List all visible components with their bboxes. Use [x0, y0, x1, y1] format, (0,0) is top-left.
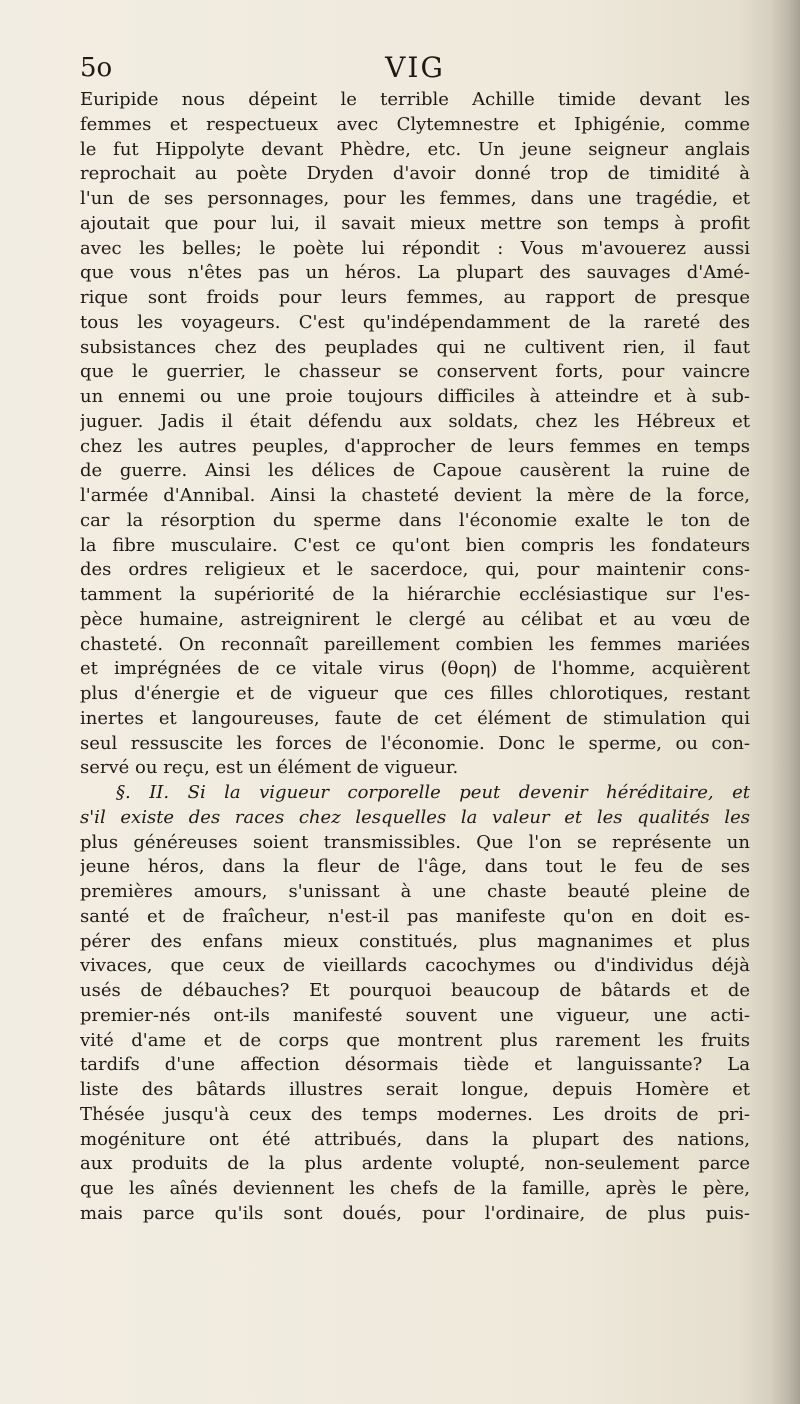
text-line: mais parce qu'ils sont doués, pour l'ordinaire, de plus puis- — [80, 1202, 750, 1224]
text-line: jeune héros, dans la fleur de l'âge, dans tout le feu de ses — [80, 856, 750, 878]
text-line: inertes et langoureuses, faute de cet élément de stimulation qui — [80, 707, 750, 729]
text-line: chasteté. On reconnaît pareillement combien les femmes mariées — [80, 633, 750, 655]
body-text — [80, 88, 750, 1227]
text-line: tardifs d'une affection désormais tiède et languissante? La — [80, 1054, 750, 1076]
text-line: vivaces, que ceux de vieillards cacochymes ou d'individus déjà — [80, 955, 750, 977]
page-header — [80, 52, 750, 84]
text-line: et imprégnées de ce vitale virus (θορη) de l'homme, acquièrent — [80, 658, 750, 680]
text-line: le fut Hippolyte devant Phèdre, etc. Un jeune seigneur anglais — [80, 138, 750, 160]
text-line: tamment la supériorité de la hiérarchie ecclésiastique sur l'es- — [80, 584, 750, 605]
text-line: de guerre. Ainsi les délices de Capoue causèrent la ruine de — [80, 460, 750, 482]
text-line: plus d'énergie et de vigueur que ces filles chlorotiques, restant — [80, 683, 750, 704]
text-line: mogéniture ont été attribués, dans la plupart des nations, — [80, 1128, 750, 1150]
text-line: liste des bâtards illustres serait longue, depuis Homère et — [80, 1079, 750, 1100]
section-heading-line: s'il existe des races chez lesquelles la valeur et les qualités les — [80, 806, 750, 828]
text-line: la fibre musculaire. C'est ce qu'ont bien compris les fondateurs — [80, 534, 750, 556]
text-line: pèce humaine, astreignirent le clergé au célibat et au vœu de — [80, 608, 750, 630]
text-line: premier-nés ont-ils manifesté souvent une vigueur, une acti- — [80, 1004, 750, 1026]
text-line: chez les autres peuples, d'approcher de leurs femmes en temps — [80, 435, 750, 457]
text-line: ajoutait que pour lui, il savait mieux mettre son temps à profit — [80, 212, 750, 234]
text-line: juguer. Jadis il était défendu aux soldats, chez les Hébreux et — [80, 410, 750, 432]
text-line: rique sont froids pour leurs femmes, au rapport de presque — [80, 287, 750, 308]
text-line: avec les belles; le poète lui répondit : Vous m'avouerez aussi — [80, 237, 750, 259]
text-line: l'armée d'Annibal. Ainsi la chasteté devient la mère de la force, — [80, 485, 750, 506]
text-line: reprochait au poète Dryden d'avoir donné trop de timidité à — [80, 163, 750, 185]
text-line: plus généreuses soient transmissibles. Que l'on se représente un — [80, 831, 750, 853]
text-line: Thésée jusqu'à ceux des temps modernes. Les droits de pri- — [80, 1103, 750, 1125]
text-line: que les aînés deviennent les chefs de la famille, après le père, — [80, 1178, 750, 1199]
page-number: 5o — [80, 53, 113, 83]
text-line: que vous n'êtes pas un héros. La plupart des sauvages d'Amé- — [80, 262, 750, 284]
text-line: l'un de ses personnages, pour les femmes, dans une tragédie, et — [80, 188, 750, 209]
text-line: vité d'ame et de corps que montrent plus rarement les fruits — [80, 1029, 750, 1051]
text-line: servé ou reçu, est un élément de vigueur. — [80, 757, 459, 779]
text-line: Euripide nous dépeint le terrible Achille timide devant les — [80, 89, 750, 110]
text-line: tous les voyageurs. C'est qu'indépendamment de la rareté des — [80, 311, 750, 333]
text-line: que le guerrier, le chasseur se conservent forts, pour vaincre — [80, 361, 750, 383]
text-line: femmes et respectueux avec Clytemnestre et Iphigénie, comme — [80, 113, 750, 135]
text-line: pérer des enfans mieux constitués, plus magnanimes et plus — [80, 930, 750, 952]
text-line: car la résorption du sperme dans l'économie exalte le ton de — [80, 509, 750, 531]
running-head: VIG — [385, 51, 445, 84]
section-heading-line: §. II. Si la vigueur corporelle peut devenir héréditaire, et — [116, 782, 750, 803]
text-line: un ennemi ou une proie toujours difficiles à atteindre et à sub- — [80, 386, 750, 407]
text-line: santé et de fraîcheur, n'est-il pas manifeste qu'on en doit es- — [80, 905, 750, 927]
text-line: des ordres religieux et le sacerdoce, qui, pour maintenir cons- — [80, 559, 750, 581]
text-line: aux produits de la plus ardente volupté, non-seulement parce — [80, 1153, 750, 1175]
page-edge-shadow — [770, 0, 800, 1404]
text-line: premières amours, s'unissant à une chaste beauté pleine de — [80, 881, 750, 902]
text-line: seul ressuscite les forces de l'économie. Donc le sperme, ou con- — [80, 732, 750, 754]
text-line: subsistances chez des peuplades qui ne cultivent rien, il faut — [80, 336, 750, 358]
text-line: usés de débauches? Et pourquoi beaucoup de bâtards et de — [80, 980, 750, 1001]
